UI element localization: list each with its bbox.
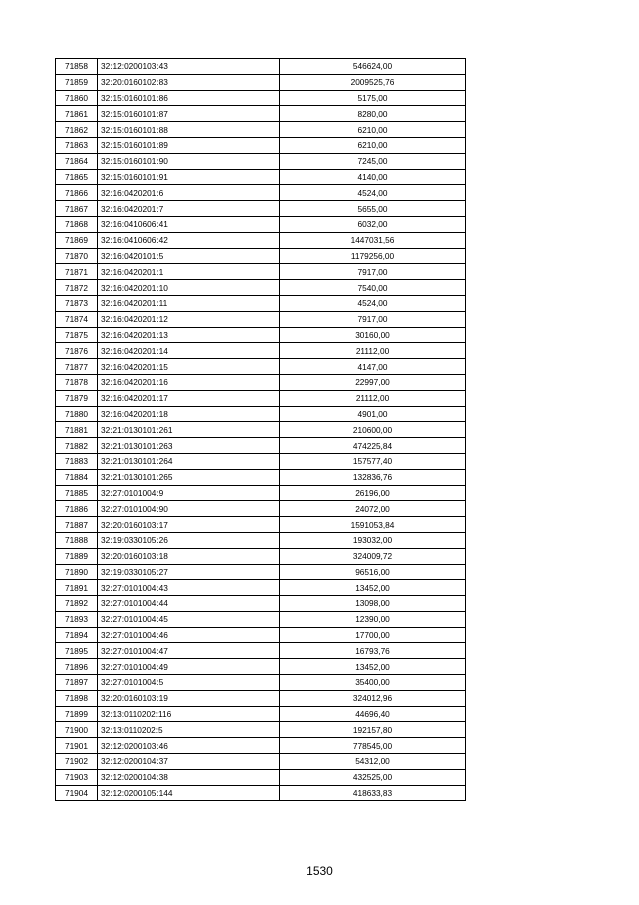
cadastral-number-cell: 32:27:0101004:90: [98, 501, 280, 517]
table-row: [56, 564, 466, 580]
value-cell: 5175,00: [280, 90, 466, 106]
row-number-cell: 71881: [56, 422, 98, 438]
cadastral-number-cell: 32:27:0101004:44: [98, 596, 280, 612]
page-number: 1530: [306, 864, 333, 878]
table-row: [56, 137, 466, 153]
cadastral-number-cell: 32:27:0101004:45: [98, 611, 280, 627]
value-cell: 24072,00: [280, 501, 466, 517]
cadastral-number-cell: 32:27:0101004:49: [98, 659, 280, 675]
value-cell: 324012,96: [280, 690, 466, 706]
row-number-cell: 71882: [56, 438, 98, 454]
cadastral-number-cell: 32:27:0101004:46: [98, 627, 280, 643]
cadastral-number-cell: 32:16:0420201:14: [98, 343, 280, 359]
value-cell: 6032,00: [280, 216, 466, 232]
value-cell: 8280,00: [280, 106, 466, 122]
value-cell: 17700,00: [280, 627, 466, 643]
cadastral-number-cell: 32:16:0420201:10: [98, 280, 280, 296]
table-row: [56, 769, 466, 785]
row-number-cell: 71859: [56, 74, 98, 90]
table-row: [56, 706, 466, 722]
row-number-cell: 71885: [56, 485, 98, 501]
table-row: [56, 517, 466, 533]
cadastral-number-cell: 32:15:0160101:88: [98, 122, 280, 138]
value-cell: 1591053,84: [280, 517, 466, 533]
row-number-cell: 71886: [56, 501, 98, 517]
row-number-cell: 71875: [56, 327, 98, 343]
cadastral-number-cell: 32:21:0130101:265: [98, 469, 280, 485]
cadastral-number-cell: 32:20:0160103:17: [98, 517, 280, 533]
cadastral-number-cell: 32:27:0101004:9: [98, 485, 280, 501]
table-body: [56, 59, 466, 801]
row-number-cell: 71876: [56, 343, 98, 359]
cadastral-number-cell: 32:16:0420201:1: [98, 264, 280, 280]
cadastral-number-cell: 32:27:0101004:47: [98, 643, 280, 659]
row-number-cell: 71888: [56, 532, 98, 548]
table-row: [56, 153, 466, 169]
cadastral-number-cell: 32:27:0101004:5: [98, 675, 280, 691]
cadastral-number-cell: 32:21:0130101:264: [98, 453, 280, 469]
row-number-cell: 71900: [56, 722, 98, 738]
table-row: [56, 106, 466, 122]
cadastral-number-cell: 32:16:0420201:15: [98, 359, 280, 375]
row-number-cell: 71862: [56, 122, 98, 138]
cadastral-number-cell: 32:12:0200103:43: [98, 59, 280, 75]
row-number-cell: 71867: [56, 201, 98, 217]
value-cell: 96516,00: [280, 564, 466, 580]
table-row: [56, 295, 466, 311]
row-number-cell: 71879: [56, 390, 98, 406]
cadastral-number-cell: 32:19:0330105:26: [98, 532, 280, 548]
row-number-cell: 71866: [56, 185, 98, 201]
table-row: [56, 74, 466, 90]
cadastral-number-cell: 32:27:0101004:43: [98, 580, 280, 596]
value-cell: 21112,00: [280, 390, 466, 406]
table-row: [56, 201, 466, 217]
value-cell: 210600,00: [280, 422, 466, 438]
cadastral-number-cell: 32:20:0160103:18: [98, 548, 280, 564]
table-row: [56, 59, 466, 75]
row-number-cell: 71887: [56, 517, 98, 533]
value-cell: 778545,00: [280, 738, 466, 754]
value-cell: 5655,00: [280, 201, 466, 217]
row-number-cell: 71873: [56, 295, 98, 311]
row-number-cell: 71898: [56, 690, 98, 706]
cadastral-number-cell: 32:21:0130101:261: [98, 422, 280, 438]
value-cell: 2009525,76: [280, 74, 466, 90]
table-row: [56, 122, 466, 138]
table-row: [56, 469, 466, 485]
table-row: [56, 738, 466, 754]
cadastral-number-cell: 32:15:0160101:86: [98, 90, 280, 106]
table-row: [56, 169, 466, 185]
row-number-cell: 71870: [56, 248, 98, 264]
value-cell: 7917,00: [280, 311, 466, 327]
value-cell: 432525,00: [280, 769, 466, 785]
table-row: [56, 485, 466, 501]
value-cell: 16793,76: [280, 643, 466, 659]
table-row: [56, 327, 466, 343]
row-number-cell: 71897: [56, 675, 98, 691]
value-cell: 4524,00: [280, 185, 466, 201]
table-row: [56, 343, 466, 359]
value-cell: 12390,00: [280, 611, 466, 627]
row-number-cell: 71878: [56, 374, 98, 390]
value-cell: 44696,40: [280, 706, 466, 722]
value-cell: 193032,00: [280, 532, 466, 548]
value-cell: 26196,00: [280, 485, 466, 501]
cadastral-number-cell: 32:15:0160101:87: [98, 106, 280, 122]
row-number-cell: 71895: [56, 643, 98, 659]
cadastral-number-cell: 32:15:0160101:90: [98, 153, 280, 169]
value-cell: 7245,00: [280, 153, 466, 169]
table-row: [56, 422, 466, 438]
value-cell: 13452,00: [280, 580, 466, 596]
cadastral-number-cell: 32:13:0110202:5: [98, 722, 280, 738]
row-number-cell: 71894: [56, 627, 98, 643]
table-row: [56, 390, 466, 406]
row-number-cell: 71864: [56, 153, 98, 169]
table-row: [56, 90, 466, 106]
table-row: [56, 548, 466, 564]
value-cell: 13098,00: [280, 596, 466, 612]
table-row: [56, 248, 466, 264]
table-row: [56, 280, 466, 296]
cadastral-number-cell: 32:16:0420201:7: [98, 201, 280, 217]
table-row: [56, 311, 466, 327]
cadastral-number-cell: 32:16:0420201:6: [98, 185, 280, 201]
cadastral-number-cell: 32:12:0200105:144: [98, 785, 280, 801]
cadastral-number-cell: 32:16:0420201:18: [98, 406, 280, 422]
cadastral-number-cell: 32:12:0200104:37: [98, 754, 280, 770]
table-row: [56, 232, 466, 248]
row-number-cell: 71872: [56, 280, 98, 296]
value-cell: 30160,00: [280, 327, 466, 343]
value-cell: 4901,00: [280, 406, 466, 422]
cadastral-number-cell: 32:20:0160103:19: [98, 690, 280, 706]
cadastral-number-cell: 32:16:0420201:16: [98, 374, 280, 390]
row-number-cell: 71861: [56, 106, 98, 122]
cadastral-number-cell: 32:21:0130101:263: [98, 438, 280, 454]
cadastral-number-cell: 32:16:0410606:41: [98, 216, 280, 232]
cadastral-number-cell: 32:16:0420201:17: [98, 390, 280, 406]
table-row: [56, 374, 466, 390]
row-number-cell: 71892: [56, 596, 98, 612]
value-cell: 1447031,56: [280, 232, 466, 248]
table-row: [56, 406, 466, 422]
row-number-cell: 71858: [56, 59, 98, 75]
table-row: [56, 264, 466, 280]
row-number-cell: 71884: [56, 469, 98, 485]
table-row: [56, 185, 466, 201]
value-cell: 324009,72: [280, 548, 466, 564]
table-row: [56, 754, 466, 770]
row-number-cell: 71877: [56, 359, 98, 375]
cadastral-number-cell: 32:16:0410606:42: [98, 232, 280, 248]
table-row: [56, 675, 466, 691]
row-number-cell: 71874: [56, 311, 98, 327]
value-cell: 13452,00: [280, 659, 466, 675]
data-table: [55, 58, 466, 801]
row-number-cell: 71889: [56, 548, 98, 564]
value-cell: 4147,00: [280, 359, 466, 375]
row-number-cell: 71868: [56, 216, 98, 232]
row-number-cell: 71883: [56, 453, 98, 469]
table-row: [56, 501, 466, 517]
row-number-cell: 71896: [56, 659, 98, 675]
value-cell: 6210,00: [280, 122, 466, 138]
row-number-cell: 71902: [56, 754, 98, 770]
value-cell: 21112,00: [280, 343, 466, 359]
table-row: [56, 659, 466, 675]
cadastral-number-cell: 32:12:0200103:46: [98, 738, 280, 754]
row-number-cell: 71863: [56, 137, 98, 153]
value-cell: 7917,00: [280, 264, 466, 280]
row-number-cell: 71901: [56, 738, 98, 754]
table-row: [56, 596, 466, 612]
value-cell: 22997,00: [280, 374, 466, 390]
row-number-cell: 71871: [56, 264, 98, 280]
cadastral-number-cell: 32:16:0420101:5: [98, 248, 280, 264]
table-row: [56, 580, 466, 596]
table-row: [56, 690, 466, 706]
row-number-cell: 71860: [56, 90, 98, 106]
value-cell: 132836,76: [280, 469, 466, 485]
table-row: [56, 359, 466, 375]
value-cell: 35400,00: [280, 675, 466, 691]
value-cell: 1179256,00: [280, 248, 466, 264]
value-cell: 4140,00: [280, 169, 466, 185]
table-row: [56, 722, 466, 738]
value-cell: 192157,80: [280, 722, 466, 738]
table-row: [56, 438, 466, 454]
value-cell: 418633,83: [280, 785, 466, 801]
row-number-cell: 71891: [56, 580, 98, 596]
table-row: [56, 611, 466, 627]
value-cell: 7540,00: [280, 280, 466, 296]
row-number-cell: 71893: [56, 611, 98, 627]
value-cell: 6210,00: [280, 137, 466, 153]
table-row: [56, 453, 466, 469]
value-cell: 474225,84: [280, 438, 466, 454]
row-number-cell: 71903: [56, 769, 98, 785]
value-cell: 157577,40: [280, 453, 466, 469]
table-row: [56, 216, 466, 232]
row-number-cell: 71865: [56, 169, 98, 185]
cadastral-number-cell: 32:16:0420201:13: [98, 327, 280, 343]
cadastral-number-cell: 32:12:0200104:38: [98, 769, 280, 785]
row-number-cell: 71890: [56, 564, 98, 580]
cadastral-number-cell: 32:15:0160101:89: [98, 137, 280, 153]
row-number-cell: 71880: [56, 406, 98, 422]
value-cell: 546624,00: [280, 59, 466, 75]
table-row: [56, 643, 466, 659]
cadastral-number-cell: 32:16:0420201:12: [98, 311, 280, 327]
row-number-cell: 71869: [56, 232, 98, 248]
cadastral-number-cell: 32:13:0110202:116: [98, 706, 280, 722]
cadastral-number-cell: 32:20:0160102:83: [98, 74, 280, 90]
cadastral-number-cell: 32:15:0160101:91: [98, 169, 280, 185]
table-row: [56, 627, 466, 643]
table-row: [56, 785, 466, 801]
table-row: [56, 532, 466, 548]
cadastral-number-cell: 32:16:0420201:11: [98, 295, 280, 311]
row-number-cell: 71899: [56, 706, 98, 722]
value-cell: 54312,00: [280, 754, 466, 770]
value-cell: 4524,00: [280, 295, 466, 311]
cadastral-number-cell: 32:19:0330105:27: [98, 564, 280, 580]
row-number-cell: 71904: [56, 785, 98, 801]
